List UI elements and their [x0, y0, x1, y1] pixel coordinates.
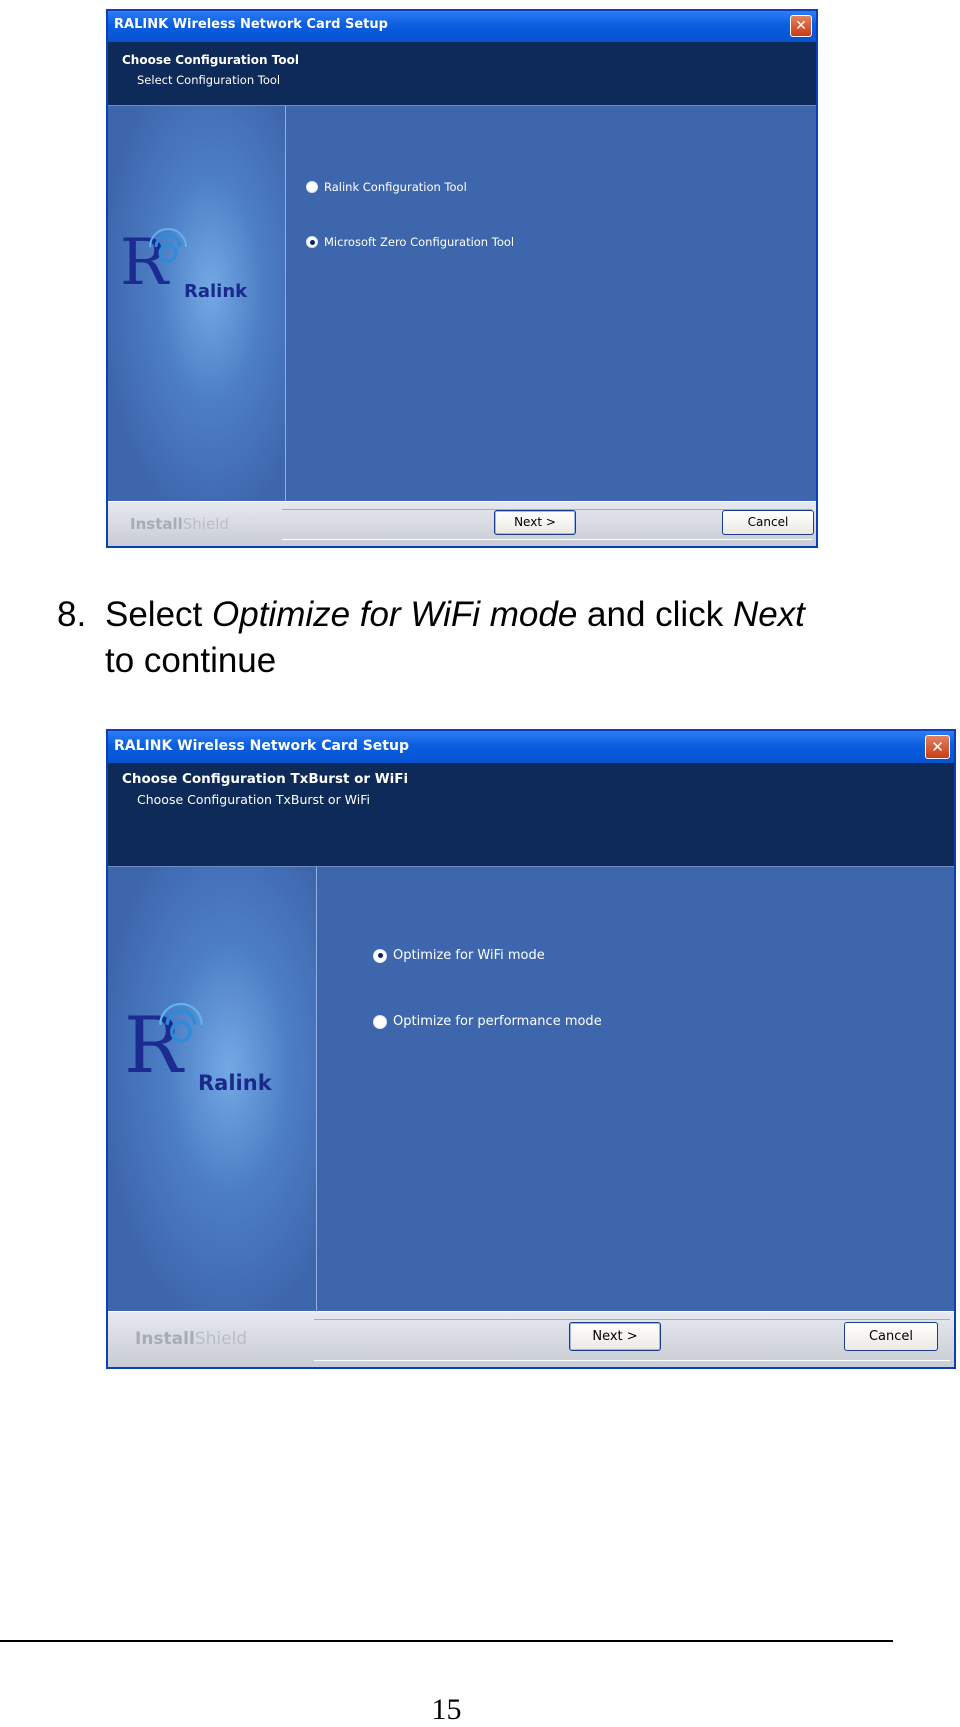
option-wifi-mode[interactable] [373, 948, 545, 963]
option-label: Ralink Configuration Tool [324, 180, 467, 194]
option-ralink-tool[interactable] [306, 180, 467, 194]
brand-thin: Shield [182, 515, 229, 533]
next-button[interactable]: Next > [569, 1322, 661, 1351]
brand-bold: Install [135, 1329, 195, 1349]
window-title: RALINK Wireless Network Card Setup [114, 738, 409, 754]
step-number: 8. [57, 595, 87, 634]
window-title: RALINK Wireless Network Card Setup [114, 17, 388, 32]
brand-bold: Install [130, 515, 183, 533]
page-number: 15 [431, 1693, 462, 1726]
close-button[interactable] [790, 15, 812, 37]
title-bar[interactable] [108, 731, 954, 763]
header-subtitle: Choose Configuration TxBurst or WiFi [137, 792, 370, 807]
ralink-logo [124, 1001, 304, 1102]
side-panel [108, 106, 286, 513]
close-icon: ✕ [931, 738, 944, 756]
radio-performance-mode[interactable] [373, 1015, 387, 1029]
logo-word: Ralink [198, 1071, 272, 1095]
cancel-button[interactable]: Cancel [844, 1322, 938, 1351]
wizard-footer [108, 1311, 954, 1367]
option-label: Optimize for performance mode [393, 1014, 602, 1029]
cancel-button[interactable]: Cancel [722, 510, 814, 535]
logo-letter: R [124, 1001, 183, 1091]
brand-thin: Shield [194, 1329, 248, 1349]
option-performance-mode[interactable] [373, 1014, 602, 1029]
step-emphasis-mode: Optimize for WiFi mode [212, 595, 578, 634]
option-label: Optimize for WiFi mode [393, 948, 545, 963]
step-text: Select [105, 595, 212, 634]
step-emphasis-next: Next [732, 595, 805, 634]
side-panel [108, 867, 317, 1314]
header-subtitle: Select Configuration Tool [137, 73, 281, 87]
logo-letter: R [120, 226, 169, 300]
radio-wifi-mode[interactable] [373, 949, 387, 963]
radio-ralink-tool[interactable] [306, 181, 318, 193]
step-instruction [57, 592, 937, 684]
installshield-brand [130, 515, 229, 533]
wizard-header [108, 763, 954, 867]
close-button[interactable] [925, 735, 950, 759]
step-text-continue: to continue [105, 641, 277, 680]
option-label: Microsoft Zero Configuration Tool [324, 235, 515, 249]
wizard-body [108, 867, 954, 1314]
title-bar[interactable] [108, 11, 816, 42]
wizard-header [108, 42, 816, 106]
footer-rule [0, 1640, 893, 1642]
close-icon: ✕ [795, 18, 807, 34]
installshield-brand [135, 1329, 247, 1349]
wizard-footer [108, 501, 816, 546]
step-text: and click [577, 595, 733, 634]
option-microsoft-zero-config[interactable] [306, 235, 514, 249]
wifi-arc-icon [158, 1001, 204, 1053]
wifi-arc-icon [148, 227, 188, 271]
wizard-body [108, 106, 816, 513]
ralink-logo [120, 226, 270, 311]
header-title: Choose Configuration TxBurst or WiFi [122, 771, 409, 787]
setup-window-txburst-wifi [106, 729, 956, 1369]
logo-word: Ralink [184, 281, 248, 302]
next-button[interactable]: Next > [494, 510, 576, 535]
header-title: Choose Configuration Tool [122, 53, 299, 67]
setup-window-config-tool [106, 9, 818, 548]
radio-microsoft-zero-config[interactable] [306, 236, 318, 248]
